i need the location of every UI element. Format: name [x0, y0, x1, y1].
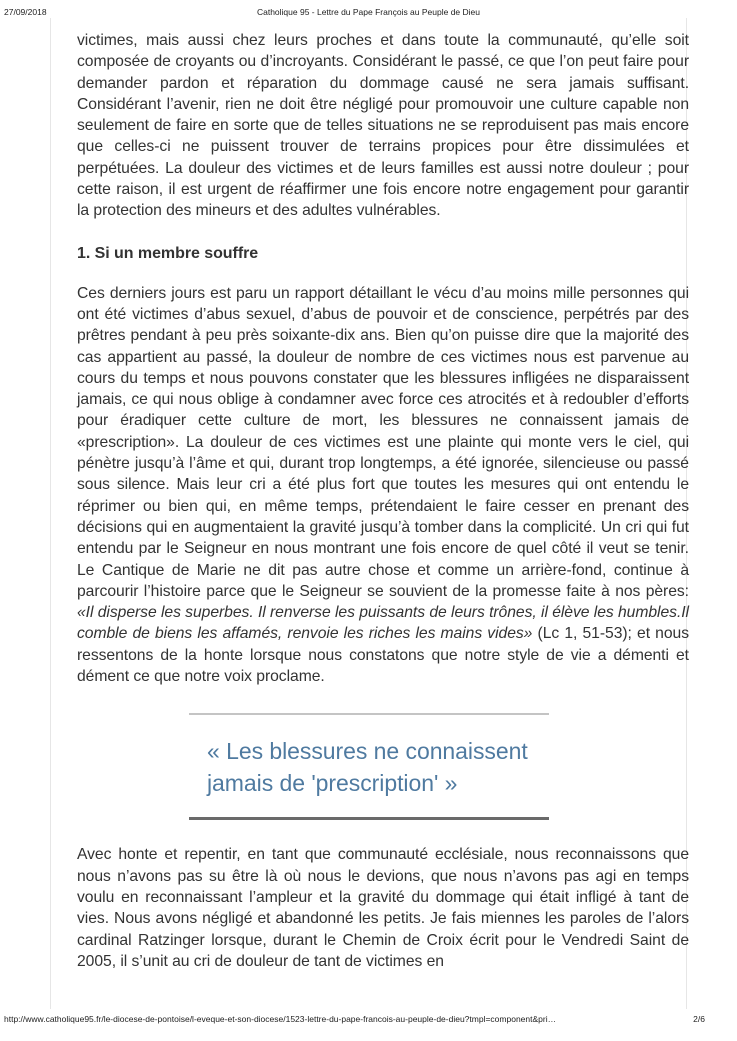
paragraph-text: Ces derniers jours est paru un rapport détaillant le vécu d’au moins mille personnes qui ont été victimes d’abus sexuel, d’abus de pouvoir et de conscience, perpétrés par des prêtres pendant à peu près soixante-dix ans. Bien qu’on puisse dire que la majorité des cas appartient au passé, la douleur de nombre de ces victimes nous est parvenue au cours du temps et nous pouvons constater que les blessures infligées ne disparaissent jamais, ce qui nous oblige à condamner avec force ces atrocités et à redoubler d’efforts pour éradiquer cette culture de mort, les blessures ne connaissent jamais de «prescription». La douleur de ces victimes est une plainte qui monte vers le ciel, qui pénètre jusqu’à l’âme et qui, durant trop longtemps, a été ignorée, silencieuse ou passé sous silence. Mais leur cri a été plus fort que toutes les mesures qui ont entendu le réprimer ou bien qui, en même temps, prétendaient le faire cesser en prenant des décisions qui en augmentaient la gravité jusqu’à tomber dans la complicité. Un cri qui fut entendu par le Seigneur en nous montrant une fois encore de quel côté il veut se tenir. Le Cantique de Marie ne dit pas autre chose et comme un arrière-fond, continue à parcourir l’histoire parce que le Seigneur se souvient de la promesse faite à nos pères:	[77, 284, 689, 600]
pull-quote-block	[77, 713, 689, 820]
pull-quote-text: « Les blessures ne connaissent jamais de 'prescription' »	[207, 738, 528, 797]
section-heading: 1. Si un membre souffre	[77, 244, 259, 262]
pull-quote-bottom-rule	[189, 817, 549, 820]
print-page-title: Catholique 95 - Lettre du Pape François au Peuple de Dieu	[256, 7, 481, 17]
print-date: 27/09/2018	[4, 7, 47, 17]
article-body	[77, 30, 689, 972]
article-paragraph	[77, 283, 689, 688]
article-paragraph: Avec honte et repentir, en tant que communauté ecclésiale, nous reconnaissons que nous n’avons pas su être là où nous le devions, que nous n’avons pas agi en temps voulu en reconnaissant l’ampleur et la gravité du dommage qui était infligé à tant de vies. Nous avons négligé et abandonné les petits. Je fais miennes les paroles de l’alors cardinal Ratzinger lorsque, durant le Chemin de Croix écrit pour le Vendredi Saint de 2005, il s’unit au cri de douleur de tant de victimes en	[77, 846, 689, 970]
print-footer	[0, 1014, 737, 1028]
print-page-number: 2/6	[693, 1014, 705, 1024]
print-url: http://www.catholique95.fr/le-diocese-de-pontoise/l-eveque-et-son-diocese/1523-lettre-du-pape-francois-au-peuple-de-dieu?tmpl=component&pri…	[4, 1014, 557, 1024]
paragraph-text: (Lc 1, 51-53); et nous ressentons de la honte lorsque nous constatons que notre style de vie a démenti et dément ce que notre voix proclame.	[77, 625, 689, 686]
article-paragraph: victimes, mais aussi chez leurs proches et dans toute la communauté, qu’elle soit composée de croyants ou d’incroyants. Considérant le passé, ce que l’on peut faire pour demander pardon et réparation du dommage causé ne sera jamais suffisant. Considérant l’avenir, rien ne doit être négligé pour promouvoir une culture capable non seulement de faire en sorte que de telles situations ne se reproduisent pas mais encore que celles-ci ne puissent trouver de terrains propices pour être dissimulées et perpétuées. La douleur des victimes et de leurs familles est aussi notre douleur ; pour cette raison, il est urgent de réaffirmer une fois encore notre engagement pour garantir la protection des mineurs et des adultes vulnérables.	[77, 32, 689, 220]
scripture-quote: «Il disperse les superbes. Il renverse les puissants de leurs trônes, il élève les humbles.Il comble de biens les affamés, renvoie les riches les mains vides»	[77, 604, 689, 643]
